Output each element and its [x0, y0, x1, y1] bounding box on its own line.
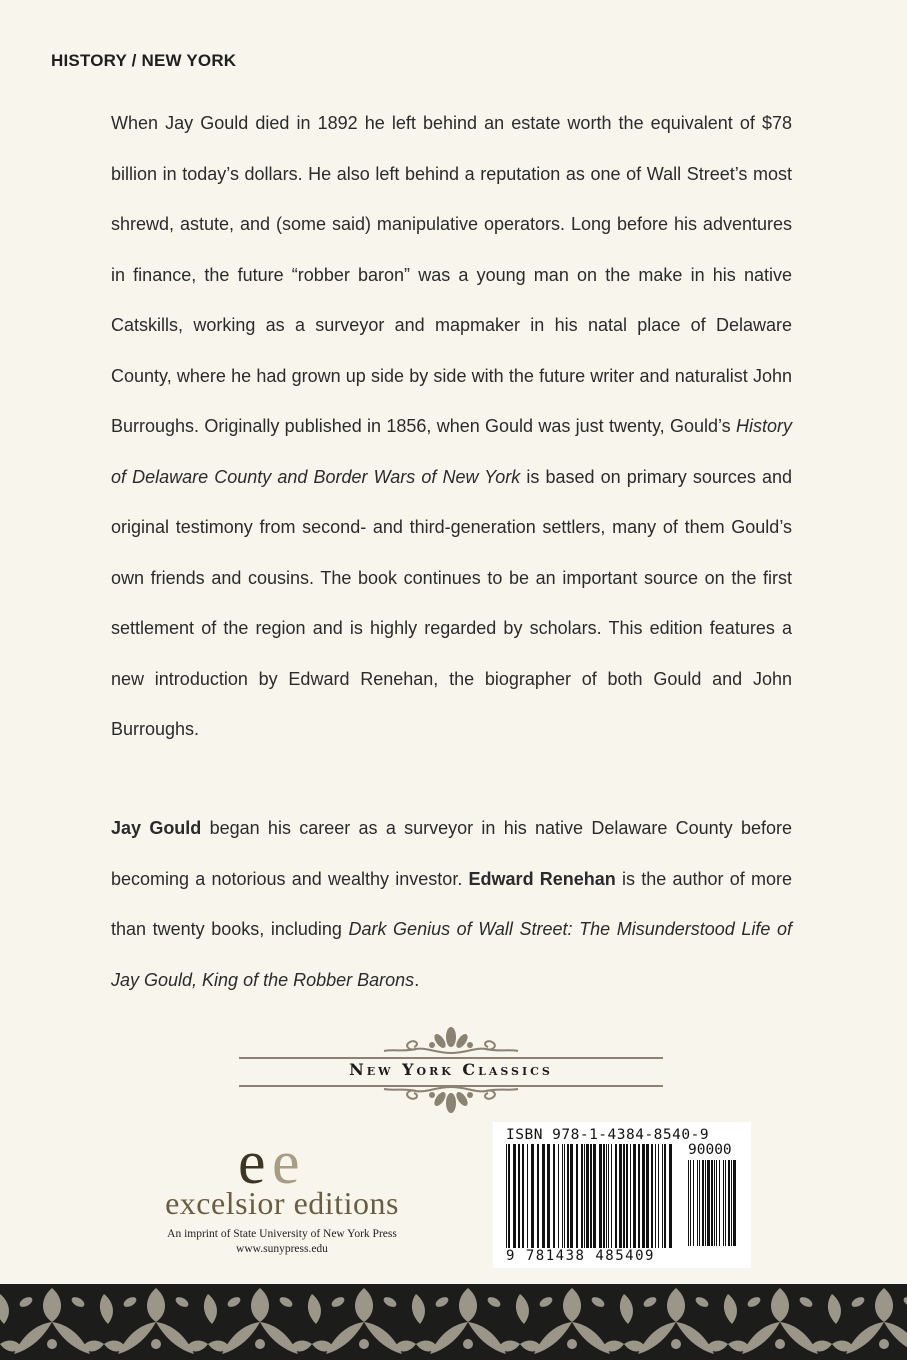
author-bio — [111, 803, 792, 1005]
editor-book-title: Dark Genius of Wall Street: The Misunderstood Life of Jay Gould, King of the Robber Barons — [111, 919, 792, 990]
publisher-name: excelsior editions — [165, 1185, 399, 1221]
isbn-label: ISBN 978-1-4384-8540-9 — [506, 1127, 710, 1143]
description-text-2: is based on primary sources and original testimony from second- and third-generation settlers, many of them Gould’s own friends and cousins. The book continues to be an important source on the first settlement of the region and is highly regarded by scholars. This edition features a new introduction by Edward Renehan, the biographer of both Gould and John Burroughs. — [111, 466, 792, 739]
addon-barcode-icon — [688, 1160, 738, 1246]
book-description — [111, 98, 792, 755]
top-ornament-icon — [376, 1023, 526, 1055]
price-code: 90000 — [688, 1142, 732, 1158]
ean-number: 9 781438 485409 — [506, 1248, 655, 1264]
barcode — [493, 1122, 751, 1268]
author-bio-text: began his career as a surveyor in his native Delaware County before becoming a notorious and wealthy investor. — [111, 818, 792, 889]
svg-text:e: e — [238, 1135, 266, 1191]
publisher-block — [150, 1135, 414, 1260]
publisher-imprint: An imprint of State University of New York Press — [167, 1228, 397, 1240]
series-label: New York Classics — [349, 1060, 553, 1079]
description-text-1: When Jay Gould died in 1892 he left behind an estate worth the equivalent of $78 billion in today’s dollars. He also left behind a reputation as one of Wall Street’s most shrewd, astute, and (some said) manipulative operators. Long before his adventures in finance, the future “robber baron” was a young man on the make in his native Catskills, working as a surveyor and mapmaker in his natal place of Delaware County, where he had grown up side by side with the future writer and naturalist John Burroughs. Originally published in 1856, when Gould was just twenty, Gould’s — [111, 113, 792, 436]
bio-end: . — [414, 969, 420, 990]
series-top-rule — [239, 1057, 663, 1059]
editor-name: Edward Renehan — [468, 868, 616, 889]
publisher-url: www.sunypress.edu — [236, 1243, 328, 1255]
book-title: History of Delaware County and Border Wars of New York — [111, 416, 792, 487]
damask-pattern-band — [0, 1284, 907, 1360]
publisher-logo-icon — [232, 1135, 332, 1191]
bottom-ornament-icon — [376, 1085, 526, 1117]
svg-text:e: e — [272, 1135, 300, 1191]
floral-pattern-icon — [0, 1284, 907, 1360]
author-name: Jay Gould — [111, 818, 202, 838]
category-heading: HISTORY / NEW YORK — [51, 51, 237, 70]
editor-bio-text: is the author of more than twenty books, including — [111, 868, 793, 939]
ean-barcode-icon — [506, 1144, 674, 1248]
series-banner — [239, 1023, 663, 1113]
